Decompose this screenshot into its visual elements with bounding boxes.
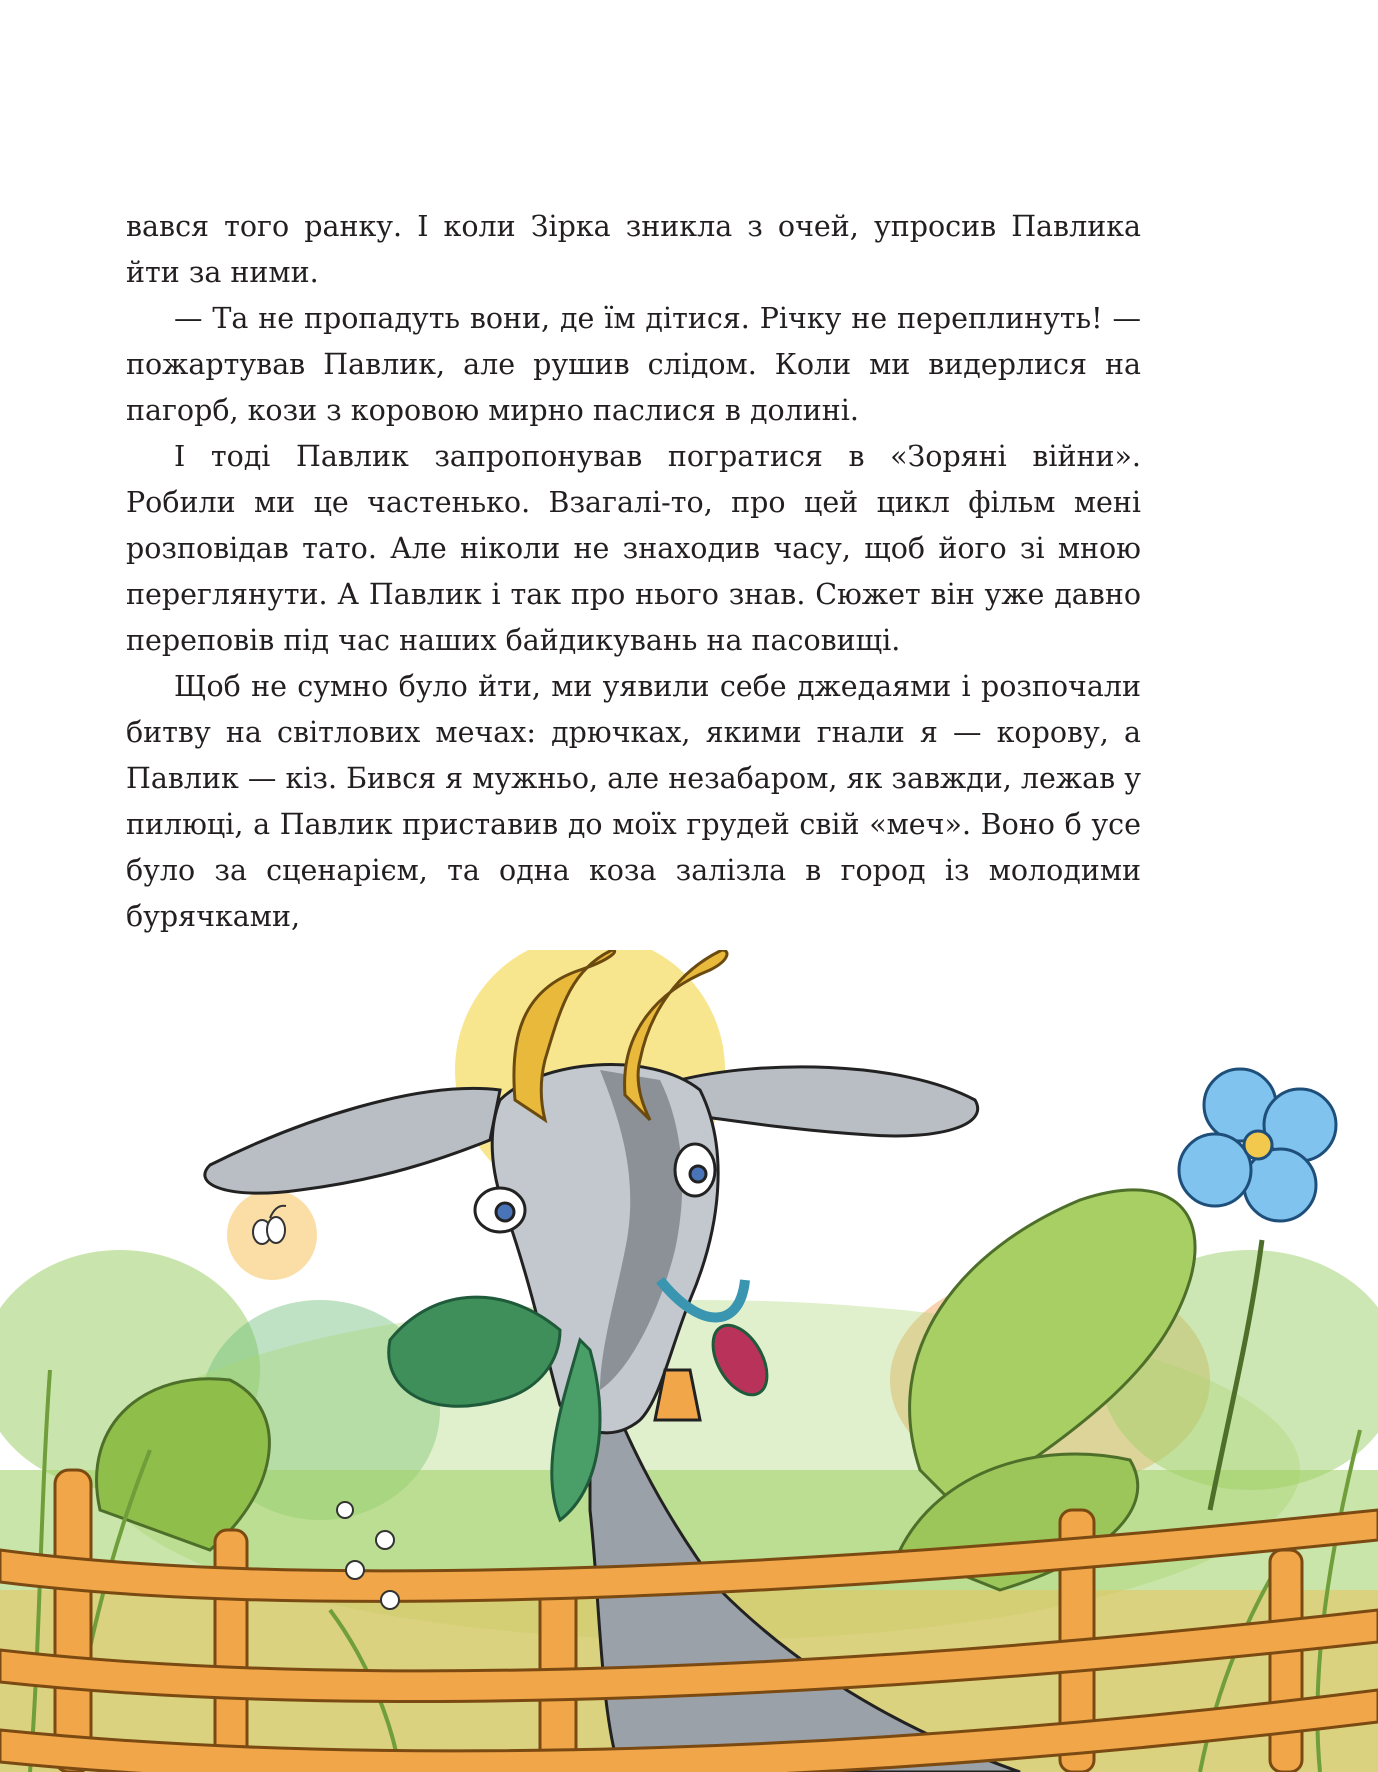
paragraph-3: І тоді Павлик запропонував погратися в «Зоряні війни». Робили ми це частенько. Взагалі-то, про цей цикл фільм мені розповідав тато. Але ніколи не знаходив часу, щоб його зі мною переглянути. А Павлик і так про нього знав. Сюжет він уже давно переповів під час наших байдикувань на пасовищі. xyxy=(126,440,1141,657)
story-text xyxy=(126,204,1141,940)
goat-illustration xyxy=(0,950,1378,1772)
paragraph-2: — Та не пропадуть вони, де їм дітися. Річку не переплинуть! — пожартував Павлик, але рушив слідом. Коли ми видерлися на пагорб, кози з коровою мирно паслися в долині. xyxy=(126,302,1141,427)
paragraph-4: Щоб не сумно було йти, ми уявили себе джедаями і розпочали битву на світлових мечах: дрючках, якими гнали я — корову, а Павлик — кіз. Бився я мужньо, але незабаром, як завжди, лежав у пилюці, а Павлик приставив до моїх грудей свій «меч». Воно б усе було за сценарієм, та одна коза залізла в город із молодими бурячками, xyxy=(126,670,1141,933)
illustration-canvas xyxy=(0,950,1378,1772)
paragraph-1: вався того ранку. І коли Зірка зникла з очей, упросив Павлика йти за ними. xyxy=(126,210,1141,289)
